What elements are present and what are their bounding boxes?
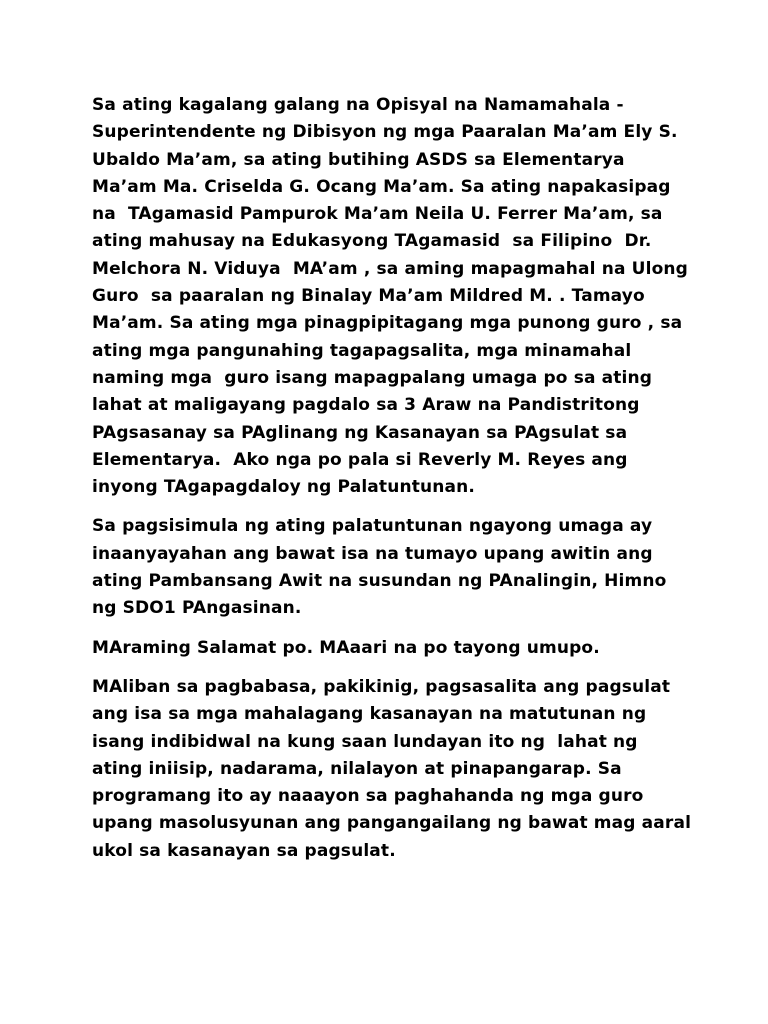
- text-line: Sa ating kagalang galang na Opisyal na Namamahala -: [92, 95, 624, 115]
- paragraph-thanks: [92, 635, 712, 662]
- text-line: ukol sa kasanayan sa pagsulat.: [92, 840, 396, 861]
- paragraph-anthem: [92, 513, 712, 622]
- text-line: upang masolusyunan ang pangangailang ng bawat mag aaral: [92, 813, 692, 834]
- text-line: ang isa sa mga mahalagang kasanayan na matutunan ng: [92, 704, 647, 725]
- text-line: inyong TAgapagdaloy ng Palatuntunan.: [92, 477, 475, 498]
- text-line: PAgsasanay sa PAglinang ng Kasanayan sa PAgsulat sa: [92, 422, 628, 443]
- text-line: ating mahusay na Edukasyong TAgamasid sa Filipino Dr.: [92, 231, 652, 252]
- text-line: Ma’am. Sa ating mga pinagpipitagang mga punong guro , sa: [92, 313, 683, 334]
- paragraph-greeting: [92, 92, 712, 501]
- text-line: lahat at maligayang pagdalo sa 3 Araw na Pandistritong: [92, 395, 640, 416]
- text-line: Elementarya. Ako nga po pala si Reverly M. Reyes ang: [92, 449, 628, 470]
- text-line: Ma’am Ma. Criselda G. Ocang Ma’am. Sa ating napakasipag: [92, 176, 671, 197]
- document-body: [92, 92, 712, 877]
- text-line: Melchora N. Viduya MA’am , sa aming mapagmahal na Ulong: [92, 258, 688, 279]
- text-line: Guro sa paaralan ng Binalay Ma’am Mildred M. . Tamayo: [92, 286, 645, 307]
- text-line: ating mga pangunahing tagapagsalita, mga minamahal: [92, 340, 632, 361]
- text-line: MAraming Salamat po. MAaari na po tayong umupo.: [92, 637, 600, 658]
- text-line: na TAgamasid Pampurok Ma’am Neila U. Ferrer Ma’am, sa: [92, 204, 663, 225]
- text-line: ng SDO1 PAngasinan.: [92, 598, 302, 619]
- paragraph-program: [92, 674, 712, 865]
- text-line: Superintendente ng Dibisyon ng mga Paaralan Ma’am Ely S.: [92, 122, 678, 143]
- text-line: inaanyayahan ang bawat isa na tumayo upang awitin ang: [92, 543, 653, 564]
- text-line: ating iniisip, nadarama, nilalayon at pinapangarap. Sa: [92, 758, 622, 779]
- text-line: MAliban sa pagbabasa, pakikinig, pagsasalita ang pagsulat: [92, 676, 671, 697]
- text-line: naming mga guro isang mapagpalang umaga po sa ating: [92, 367, 653, 388]
- text-line: ating Pambansang Awit na susundan ng PAnalingin, Himno: [92, 571, 667, 592]
- text-line: programang ito ay naaayon sa paghahanda ng mga guro: [92, 786, 644, 807]
- text-line: Ubaldo Ma’am, sa ating butihing ASDS sa Elementarya: [92, 149, 625, 170]
- text-line: Sa pagsisimula ng ating palatuntunan ngayong umaga ay: [92, 516, 653, 537]
- text-line: isang indibidwal na kung saan lundayan ito ng lahat ng: [92, 731, 638, 752]
